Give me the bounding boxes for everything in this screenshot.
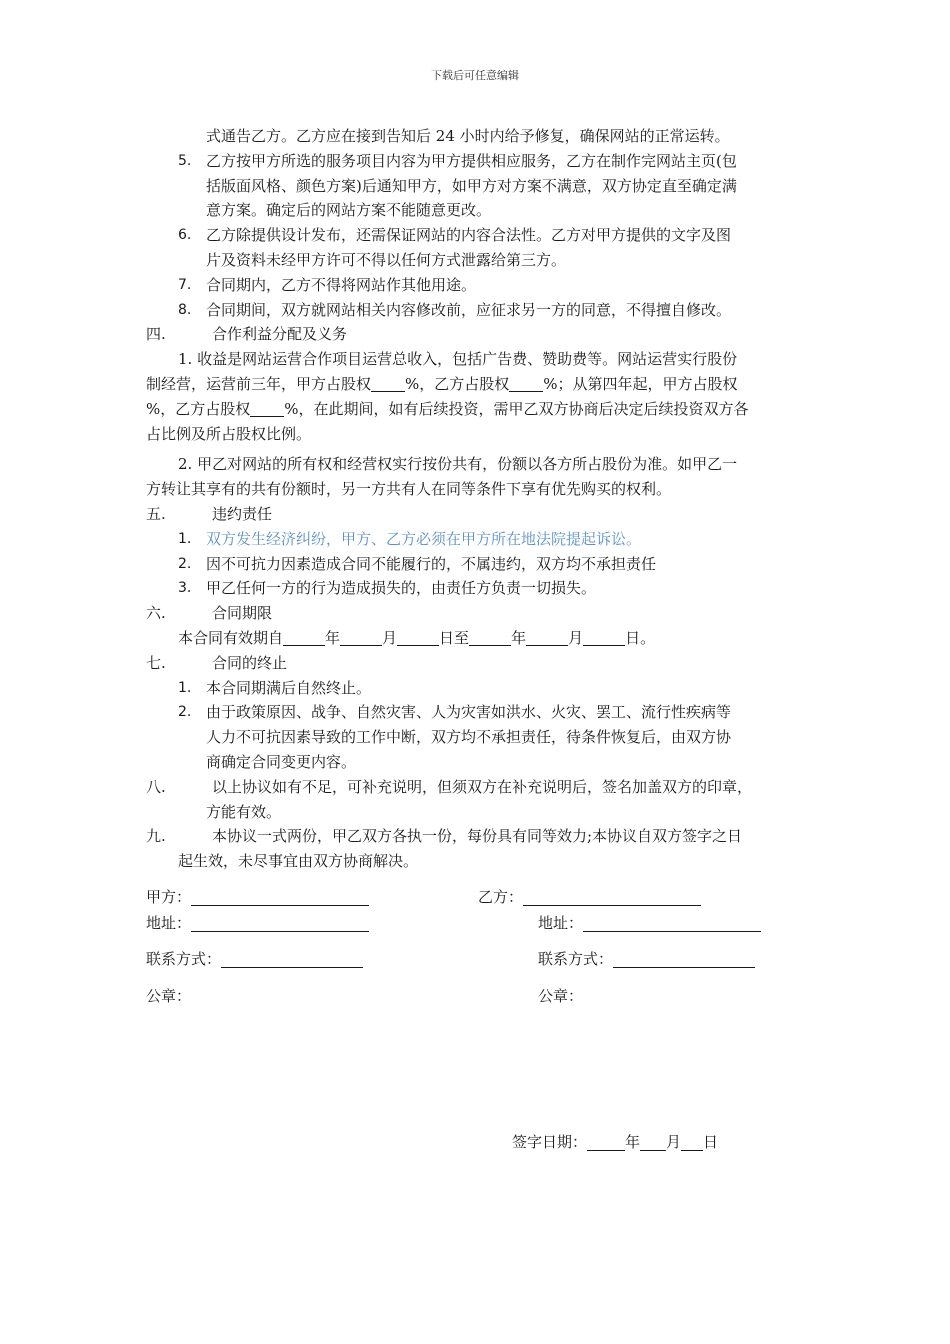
section-8: 八. 以上协议如有不足，可补充说明，但须双方在补充说明后，签名加盖双方的印章， 方能有效。 <box>146 777 753 821</box>
section-4-paragraph-2: 2. 甲乙对网站的所有权和经营权实行按份共有，份额以各方所占股份为准。如甲乙一 方转让其享有的共有份额时，另一方共有人在同等条件下享有优先购买的权利。 <box>146 455 738 499</box>
party-a-field: 甲方： <box>146 886 369 907</box>
clause-3-7: 7. 合同期内，乙方不得将网站作其他用途。 <box>178 275 477 294</box>
blank-share-b <box>509 375 543 392</box>
page-header: 下载后可任意编辑 <box>431 69 519 82</box>
section-5-heading: 五. 违约责任 <box>146 504 273 523</box>
address-a-field: 地址： <box>146 912 369 933</box>
contact-b-blank <box>613 951 755 968</box>
address-a-blank <box>191 915 369 932</box>
clause-7-2: 2. 由于政策原因、战争、自然灾害、人为灾害如洪水、火灾、罢工、流行性疾病等 人力不可抗因素导致的工作中断，双方均不承担责任，待条件恢复后，由双方协 商确定合同变更内容。 <box>178 703 732 771</box>
section-4-paragraph-1: 1. 收益是网站运营合作项目运营总收入，包括广告费、赞助费等。网站运营实行股份 制经营，运营前三年，甲方占股权 %，乙方占股权 %；从第四年起，甲方占股权 %，乙方占股权 %，在此期间，如有后续投资，需甲乙双方协商后决定后续投资双方各 占比例及所占股权比例。 <box>146 350 749 443</box>
clause-5-2: 2. 因不可抗力因素造成合同不能履行的，不属违约，双方均不承担责任 <box>178 554 657 573</box>
clause-3-5: 5. 乙方按甲方所选的服务项目内容为甲方提供相应服务，乙方在制作完网站主页(包 括版面风格、颜色方案)后通知甲方，如甲方对方案不满意，双方协定直至确定满 意方案。确定后的网站方案不能随意更改。 <box>178 151 737 220</box>
clause-7-1: 1. 本合同期满后自然终止。 <box>178 678 372 697</box>
contact-a-blank <box>221 951 363 968</box>
section-7-heading: 七. 合同的终止 <box>146 653 288 672</box>
blank-share-a <box>371 375 405 392</box>
clause-3-8: 8. 合同期间，双方就网站相关内容修改前，应征求另一方的同意，不得擅自修改。 <box>178 300 732 319</box>
party-a-blank <box>191 889 369 906</box>
party-b-field: 乙方： <box>478 886 701 907</box>
section-6-heading: 六. 合同期限 <box>146 604 273 623</box>
contact-a-field: 联系方式： <box>146 948 363 969</box>
blank-sign-month <box>640 1134 666 1151</box>
blank-end-month <box>526 629 568 646</box>
blank-sign-year <box>587 1134 625 1151</box>
blank-end-day <box>583 629 625 646</box>
address-b-field: 地址： <box>538 912 761 933</box>
party-b-blank <box>523 889 701 906</box>
section-4-heading: 四. 合作利益分配及义务 <box>146 325 348 344</box>
clause-5-1: 1. 双方发生经济纠纷，甲方、乙方必须在甲方所在地法院提起诉讼。 <box>178 529 642 548</box>
clause-3-4-continuation: 式通告乙方。乙方应在接到告知后 24 小时内给予修复，确保网站的正常运转。 <box>206 127 730 145</box>
address-b-blank <box>583 915 761 932</box>
blank-start-month <box>340 629 382 646</box>
blank-end-year <box>469 629 511 646</box>
seal-a-label: 公章： <box>146 987 192 1005</box>
clause-3-6: 6. 乙方除提供设计发布，还需保证网站的内容合法性。乙方对甲方提供的文字及图 片及资料未经甲方许可不得以任何方式泄露给第三方。 <box>178 226 732 269</box>
seal-b-label: 公章： <box>538 987 584 1005</box>
blank-sign-day <box>681 1134 703 1151</box>
signing-date-field: 签字日期： 年 月 日 <box>512 1133 719 1151</box>
clause-5-3: 3. 甲乙任何一方的行为造成损失的，由责任方负责一切损失。 <box>178 579 597 598</box>
blank-start-day <box>397 629 439 646</box>
contact-b-field: 联系方式： <box>538 948 755 969</box>
section-9: 九. 本协议一式两份，甲乙双方各执一份，每份具有同等效力;本协议自双方签字之日 起生效，未尽事宜由双方协商解决。 <box>146 827 743 871</box>
contract-body <box>146 124 818 874</box>
contract-term-line: 本合同有效期自 年 月 日至 年 月 日。 <box>178 628 656 647</box>
blank-start-year <box>283 629 325 646</box>
blank-share-c <box>250 400 284 417</box>
